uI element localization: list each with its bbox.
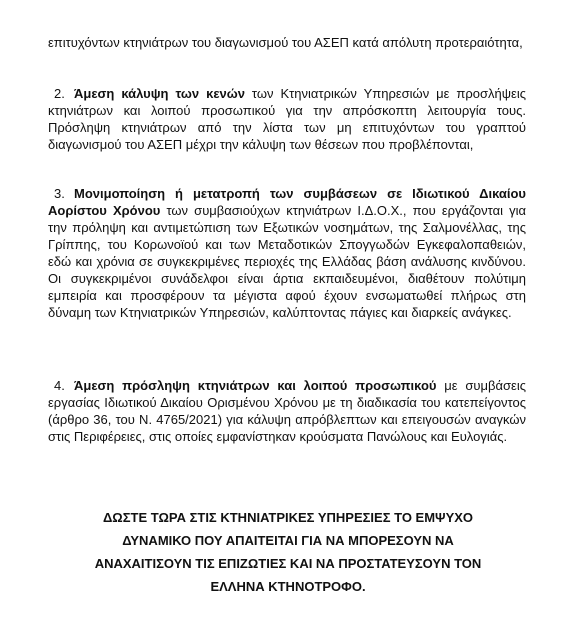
closing-line: ΔΩΣΤΕ ΤΩΡΑ ΣΤΙΣ ΚΤΗΝΙΑΤΡΙΚΕΣ ΥΠΗΡΕΣΙΕΣ ΤΟ ΕΜΨΥΧΟ — [102, 510, 474, 525]
paragraph-continuation — [48, 34, 526, 51]
demand-item-4 — [48, 377, 526, 445]
item-text: των Κτηνιατρικών Υπηρεσιών με προσλήψεις κτηνιάτρων και λοιπού προσωπικού για την απρόσκοπτη λειτουργία τους. Πρόσληψη κτηνιάτρων από την λίστα των μη επιτυχόντων του γραπτού διαγωνισμού του ΑΣΕΠ μέχρι την κάλυψη των θέσεων που προβλέπονται, — [48, 86, 527, 152]
item-heading: Άμεση πρόσληψη κτηνιάτρων και λοιπού προσωπικού — [74, 378, 437, 393]
item-number: 3. — [54, 186, 65, 201]
demand-item-2 — [48, 85, 526, 153]
closing-statement — [40, 506, 536, 598]
paragraph-text: επιτυχόντων κτηνιάτρων του διαγωνισμού του ΑΣΕΠ κατά απόλυτη προτεραιότητα, — [48, 35, 523, 50]
closing-line: ΕΛΛΗΝΑ ΚΤΗΝΟΤΡΟΦΟ. — [210, 579, 366, 594]
item-text: με συμβάσεις εργασίας Ιδιωτικού Δικαίου Ορισμένου Χρόνου με τη διαδικασία του κατεπείγοντος (άρθρο 36, του Ν. 4765/2021) για κάλυψη απρόβλεπτων και επειγουσών αναγκών στις Περιφέρειες, στις οποίες εμφανίστηκαν κρούσματα Πανώλους και Ευλογιάς. — [48, 378, 526, 444]
item-text: των συμβασιούχων κτηνιάτρων Ι.Δ.Ο.Χ., που εργάζονται για την πρόληψη και αντιμετώπιση των Εξωτικών νοσημάτων, της Σαλμονέλλας, της Γρίππης, του Κορωνοϊού και των Μεταδοτικών Σπογγωδών Εγκεφαλοπαθειών, εδώ και χρόνια σε συγκεκριμένες περιοχές της Ελλάδας βάση ανάλυσης κινδύνου. Οι συγκεκριμένοι συνάδελφοι είναι άρτια εκπαιδευμένοι, διαθέτουν πολύτιμη εμπειρία και προσφέρουν τα μέγιστα αφού έχουν ενσωματωθεί πλήρως στη δύναμη των Κτηνιατρικών Υπηρεσιών, καλύπτοντας πάγιες και διαρκείς ανάγκες. — [48, 203, 527, 320]
item-heading: Άμεση κάλυψη των κενών — [74, 86, 245, 101]
closing-line: ΔΥΝΑΜΙΚΟ ΠΟΥ ΑΠΑΙΤΕΙΤΑΙ ΓΙΑ ΝΑ ΜΠΟΡΕΣΟΥΝ ΝΑ — [122, 533, 454, 548]
item-heading: Μονιμοποίηση ή μετατροπή των συμβάσεων σε Ιδιωτικού Δικαίου Αορίστου Χρόνου — [48, 186, 526, 218]
item-number: 4. — [54, 378, 65, 393]
closing-line: ΑΝΑΧΑΙΤΙΣΟΥΝ ΤΙΣ ΕΠΙΖΩΤΙΕΣ ΚΑΙ ΝΑ ΠΡΟΣΤΑΤΕΥΣΟΥΝ ΤΟΝ — [94, 556, 482, 571]
demand-item-3 — [48, 185, 526, 321]
item-number: 2. — [54, 86, 65, 101]
